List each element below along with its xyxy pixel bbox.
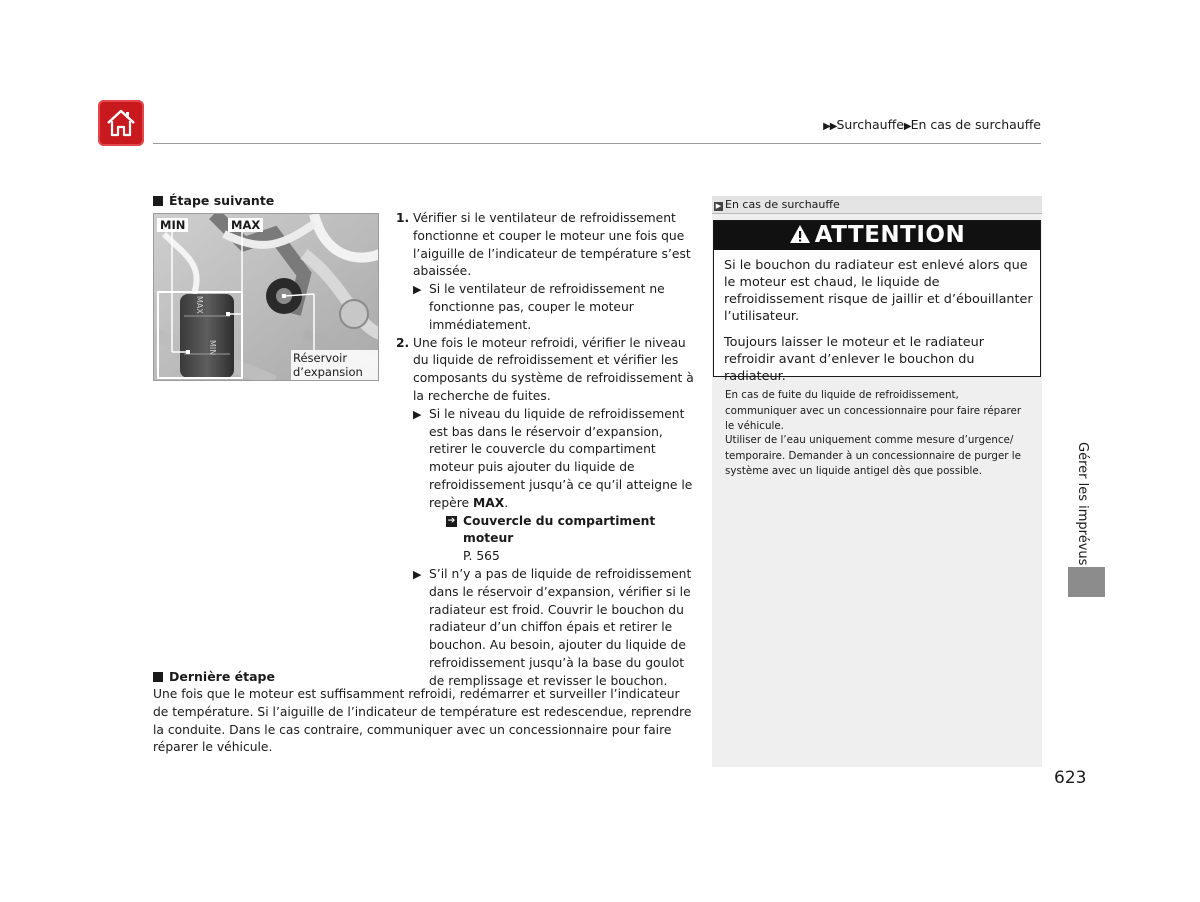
page-number: 623 [1054,768,1087,788]
label-expansion-reservoir: Réservoir d’expansion [291,350,379,380]
reference-arrow-icon: ➔ [447,515,456,526]
header-divider [153,143,1041,144]
square-bullet-icon [153,196,163,206]
attention-box [713,220,1041,384]
step-2-bullet-1: ▶ Si le niveau du liquide de refroidissement est bas dans le réservoir d’expansion, retirer le couvercle du compartiment moteur puis ajouter du liquide de refroidissement jusqu’à ce qu’il atteigne le repère MAX. [413,406,693,510]
home-button[interactable] [98,100,144,146]
cross-reference-link[interactable]: ➔ Couvercle du compartiment moteur P. 565 [447,513,656,564]
tank-mark-max: MAX [195,296,204,314]
label-max: MAX [228,218,263,232]
last-step-text: Une fois que le moteur est suffisamment refroidi, redémarrer et surveiller l’indicateur de température. Si l’aiguille de l’indicateur de température est redescendue, reprendre la conduite. Dans le cas contraire, communiquer avec un concessionnaire pour faire réparer le véhicule. [153,687,692,755]
breadcrumb-link-overheating[interactable]: Surchauffe [836,117,904,132]
breadcrumb-arrow-icon: ▶▶ [823,121,837,132]
section-title-next-step: Étape suivante [153,193,274,208]
steps-list [396,210,696,691]
breadcrumb-arrow-icon: ▶ [903,121,911,132]
step-1-bullet: ▶ Si le ventilateur de refroidissement ne fonctionne pas, couper le moteur immédiatement. [413,282,665,332]
square-bullet-icon [153,672,163,682]
bullet-arrow-icon: ▶ [413,407,422,421]
engine-reservoir-figure [153,213,379,381]
section-title-last-step: Dernière étape [153,669,275,684]
label-min: MIN [157,218,188,232]
attention-text: Si le bouchon du radiateur est enlevé alors que le moteur est chaud, le liquide de refroidissement risque de jaillir et d’ébouillanter l’utilisateur. Toujours laisser le moteur et le radiateur refroidir avant d’enlever le bouchon du radiateur. [724,258,1033,384]
note-water: Utiliser de l’eau uniquement comme mesure d’urgence/ temporaire. Demander à un concessionnaire de purger le système avec un liquide antigel dès que possible. [725,434,1021,477]
chapter-tab-label[interactable]: Gérer les imprévus [1075,442,1090,566]
step-2-bullet-2: ▶ S’il n’y a pas de liquide de refroidissement dans le réservoir d’expansion, vérifier si le radiateur est froid. Couvrir le bouchon du radiateur d’un chiffon épais et retirer le bouchon. Au besoin, ajouter du liquide de refroidissement jusqu’à la base du goulot de remplissage et revisser le bouchon. [413,566,692,688]
tank-mark-min: MIN [208,340,217,356]
note-leak: En cas de fuite du liquide de refroidissement, communiquer avec un concessionnaire pour faire réparer le véhicule. [725,389,1022,432]
chapter-tab-marker[interactable] [1068,567,1105,597]
breadcrumb-current: En cas de surchauffe [910,117,1041,132]
home-icon [105,107,137,139]
step-2: 2. Une fois le moteur refroidi, vérifier le niveau du liquide de refroidissement et vérifier les composants du système de refroidissement à la recherche de fuites. [396,335,694,403]
warning-triangle-icon [789,224,811,244]
attention-header: ATTENTION [714,221,1040,250]
breadcrumb [823,117,1041,132]
side-panel-heading: ▶ En cas de surchauffe [712,196,1042,214]
note-marker-icon: ▶ [715,202,722,210]
bullet-arrow-icon: ▶ [413,283,422,297]
step-1: 1. Vérifier si le ventilateur de refroidissement fonctionne et couper le moteur une fois que l’aiguille de l’indicateur de température s’est abaissée. [396,211,691,279]
bullet-arrow-icon: ▶ [413,567,422,581]
